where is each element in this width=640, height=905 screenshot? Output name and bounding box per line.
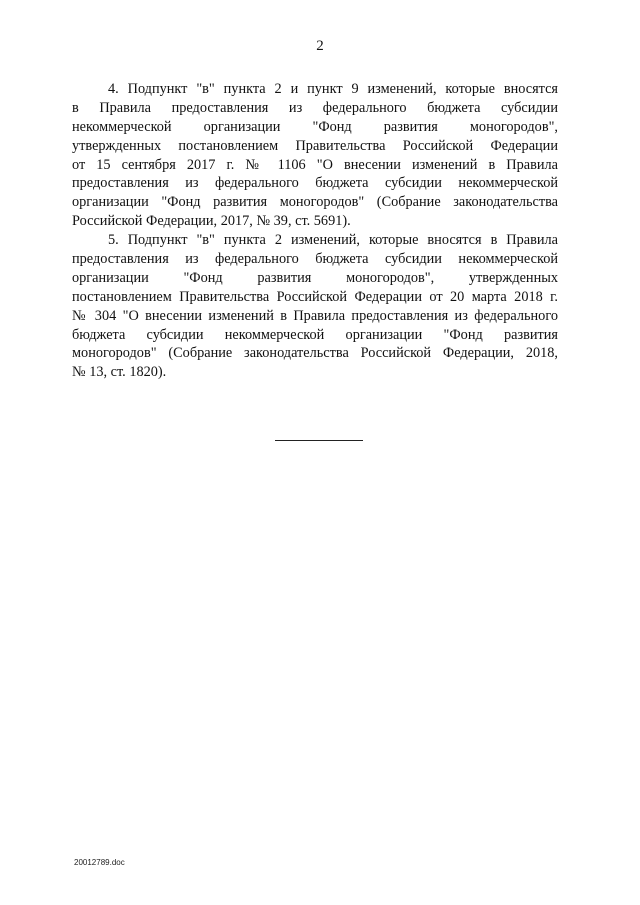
paragraph-line: от 15 сентября 2017 г. № 1106 "О внесении изменений в Правила (72, 156, 558, 173)
paragraph-line: 5. Подпункт "в" пункта 2 изменений, которые вносятся в Правила (108, 232, 558, 249)
paragraph-line: организации "Фонд развития моногородов" (Собрание законодательства (72, 194, 558, 211)
paragraph-line: № 304 "О внесении изменений в Правила предоставления из федерального (72, 307, 558, 324)
end-divider (275, 440, 363, 441)
body-text (72, 80, 558, 382)
paragraph-line: утвержденных постановлением Правительства Российской Федерации (72, 137, 558, 154)
paragraph-line: 4. Подпункт "в" пункта 2 и пункт 9 изменений, которые вносятся (108, 81, 558, 97)
paragraph-line: бюджета субсидии некоммерческой организации "Фонд развития (72, 326, 558, 343)
paragraph-line: постановлением Правительства Российской Федерации от 20 марта 2018 г. (72, 288, 558, 305)
paragraph-5 (72, 231, 558, 382)
document-id: 20012789.doc (74, 858, 125, 867)
page-number: 2 (316, 38, 324, 54)
paragraph-line: организации "Фонд развития моногородов", утвержденных (72, 269, 558, 286)
paragraph-4 (72, 80, 558, 231)
paragraph-line: предоставления из федерального бюджета субсидии некоммерческой (72, 175, 558, 192)
paragraph-line: Российской Федерации, 2017, № 39, ст. 5691). (72, 213, 351, 230)
paragraph-line: № 13, ст. 1820). (72, 364, 167, 381)
paragraph-line: некоммерческой организации "Фонд развития моногородов", (72, 118, 558, 135)
paragraph-line: моногородов" (Собрание законодательства Российской Федерации, 2018, (72, 345, 558, 362)
paragraph-line: в Правила предоставления из федерального бюджета субсидии (72, 99, 558, 116)
paragraph-line: предоставления из федерального бюджета субсидии некоммерческой (72, 251, 558, 268)
